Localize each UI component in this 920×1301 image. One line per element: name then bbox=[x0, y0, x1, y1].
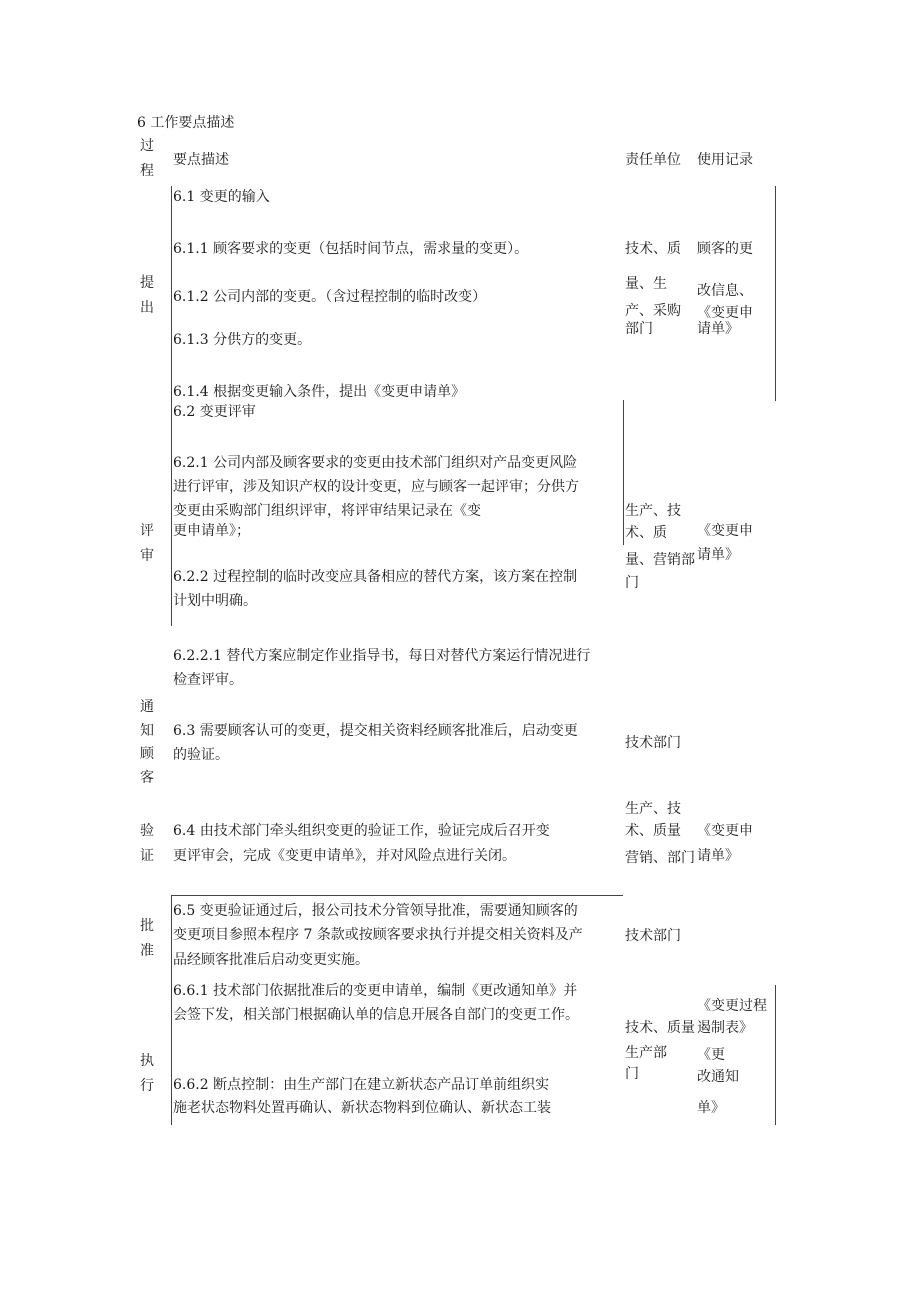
review-process-1: 评 bbox=[140, 523, 154, 539]
verify-resp-1: 生产、技 bbox=[625, 801, 681, 817]
execute-rec-1: 《变更过程 bbox=[697, 998, 767, 1014]
review-desc-6: 6.2.2 过程控制的临时改变应具备相应的替代方案，该方案在控制 bbox=[173, 569, 578, 585]
review-desc-3: 进行评审，涉及知识产权的设计变更，应与顾客一起评审；分供方 bbox=[173, 479, 579, 495]
execute-desc-3: 6.6.2 断点控制：由生产部门在建立新状态产品订单前组织实 bbox=[173, 1077, 550, 1093]
propose-rec-3: 《变更申 bbox=[697, 305, 753, 321]
verify-desc-2: 更评审会，完成《变更申请单》，并对风险点进行关闭。 bbox=[173, 848, 516, 864]
desc-left-border-2 bbox=[171, 895, 172, 1125]
execute-process-2: 行 bbox=[140, 1078, 154, 1094]
approve-top-rule bbox=[171, 895, 623, 896]
approve-desc-1: 6.5 变更验证通过后，报公司技术分管领导批准，需要通知顾客的 bbox=[173, 903, 578, 919]
notify-process-1: 通 bbox=[140, 699, 154, 715]
notify-process-3: 顾 bbox=[140, 746, 154, 762]
execute-rec-2: 遏制表》 bbox=[697, 1020, 753, 1036]
review-rec-1: 《变更申 bbox=[697, 523, 753, 539]
review-rec-2: 请单》 bbox=[697, 547, 739, 563]
review-desc-2: 6.2.1 公司内部及顾客要求的变更由技术部门组织对产品变更风险 bbox=[173, 455, 578, 471]
notify-desc-2: 的验证。 bbox=[173, 747, 229, 763]
propose-process-1: 提 bbox=[140, 275, 154, 291]
execute-resp-1: 技术、质量 bbox=[625, 1020, 695, 1036]
right-border-1 bbox=[775, 186, 776, 401]
review-desc-1: 6.2 变更评审 bbox=[173, 404, 256, 420]
execute-resp-3: 门 bbox=[625, 1066, 639, 1082]
verify-rec-2: 请单》 bbox=[697, 848, 739, 864]
verify-process-1: 验 bbox=[140, 823, 154, 839]
propose-resp-2: 量、生 bbox=[625, 276, 667, 292]
propose-resp-1: 技术、质 bbox=[625, 241, 681, 257]
execute-desc-1: 6.6.1 技术部门依据批准后的变更申请单，编制《更改通知单》并 bbox=[173, 983, 578, 999]
propose-rec-2: 改信息、 bbox=[697, 283, 753, 299]
notify-desc-1: 6.3 需要顾客认可的变更，提交相关资料经顾客批准后，启动变更 bbox=[173, 723, 578, 739]
verify-resp-3: 营销、部门 bbox=[625, 850, 695, 866]
review-resp-4: 门 bbox=[625, 575, 639, 591]
propose-desc-5: 6.1.4 根据变更输入条件，提出《变更申请单》 bbox=[173, 384, 466, 400]
approve-resp-1: 技术部门 bbox=[625, 928, 681, 944]
review-desc-right-border bbox=[623, 400, 624, 545]
propose-rec-1: 顾客的更 bbox=[697, 241, 753, 257]
verify-process-2: 证 bbox=[140, 848, 154, 864]
execute-process-1: 执 bbox=[140, 1053, 154, 1069]
review-resp-1: 生产、技 bbox=[625, 503, 681, 519]
review-resp-3: 量、营销部 bbox=[625, 552, 695, 568]
propose-desc-4: 6.1.3 分供方的变更。 bbox=[173, 332, 312, 348]
desc-left-border-1 bbox=[171, 186, 172, 626]
notify-resp-1: 技术部门 bbox=[625, 735, 681, 751]
review-desc-9: 检查评审。 bbox=[173, 672, 243, 688]
review-desc-7: 计划中明确。 bbox=[173, 593, 257, 609]
review-desc-8: 6.2.2.1 替代方案应制定作业指导书，每日对替代方案运行情况进行 bbox=[173, 648, 591, 664]
propose-rec-4: 请单》 bbox=[697, 321, 739, 337]
approve-process-2: 准 bbox=[140, 943, 154, 959]
header-records: 使用记录 bbox=[697, 152, 753, 168]
propose-desc-2: 6.1.1 顾客要求的变更（包括时间节点，需求量的变更）。 bbox=[173, 241, 529, 257]
verify-desc-1: 6.4 由技术部门牵头组织变更的验证工作，验证完成后召开变 bbox=[173, 823, 550, 839]
header-process-2: 程 bbox=[140, 163, 154, 179]
review-desc-4: 变更由采购部门组织评审，将评审结果记录在《变 bbox=[173, 503, 481, 519]
execute-rec-5: 单》 bbox=[697, 1100, 725, 1116]
approve-desc-3: 品经顾客批准后启动变更实施。 bbox=[173, 952, 369, 968]
approve-process-1: 批 bbox=[140, 918, 154, 934]
propose-process-2: 出 bbox=[140, 300, 154, 316]
execute-desc-4: 施老状态物料处置再确认、新状态物料到位确认、新状态工装 bbox=[173, 1100, 551, 1116]
verify-rec-1: 《变更申 bbox=[697, 823, 753, 839]
approve-desc-2: 变更项目参照本程序 7 条款或按顾客要求执行并提交相关资料及产 bbox=[173, 927, 583, 943]
verify-resp-2: 术、质量 bbox=[625, 823, 681, 839]
header-process-1: 过 bbox=[140, 138, 154, 154]
propose-desc-1: 6.1 变更的输入 bbox=[173, 189, 270, 205]
execute-desc-2: 会签下发，相关部门根据确认单的信息开展各自部门的变更工作。 bbox=[173, 1007, 579, 1023]
header-description: 要点描述 bbox=[173, 152, 229, 168]
propose-desc-3: 6.1.2 公司内部的变更。（含过程控制的临时改变） bbox=[173, 289, 487, 305]
right-border-2 bbox=[775, 985, 776, 1125]
header-responsible: 责任单位 bbox=[625, 152, 681, 168]
execute-rec-4: 改通知 bbox=[697, 1069, 739, 1085]
propose-resp-3: 产、采购 bbox=[625, 303, 681, 319]
review-resp-2: 术、质 bbox=[625, 525, 667, 541]
review-desc-5: 更申请单》； bbox=[173, 523, 250, 539]
notify-process-4: 客 bbox=[140, 770, 154, 786]
propose-resp-4: 部门 bbox=[625, 321, 653, 337]
execute-rec-3: 《更 bbox=[697, 1047, 725, 1063]
section-title: 6 工作要点描述 bbox=[137, 115, 235, 131]
review-process-2: 审 bbox=[140, 548, 154, 564]
execute-resp-2: 生产部 bbox=[625, 1045, 667, 1061]
notify-process-2: 知 bbox=[140, 723, 154, 739]
